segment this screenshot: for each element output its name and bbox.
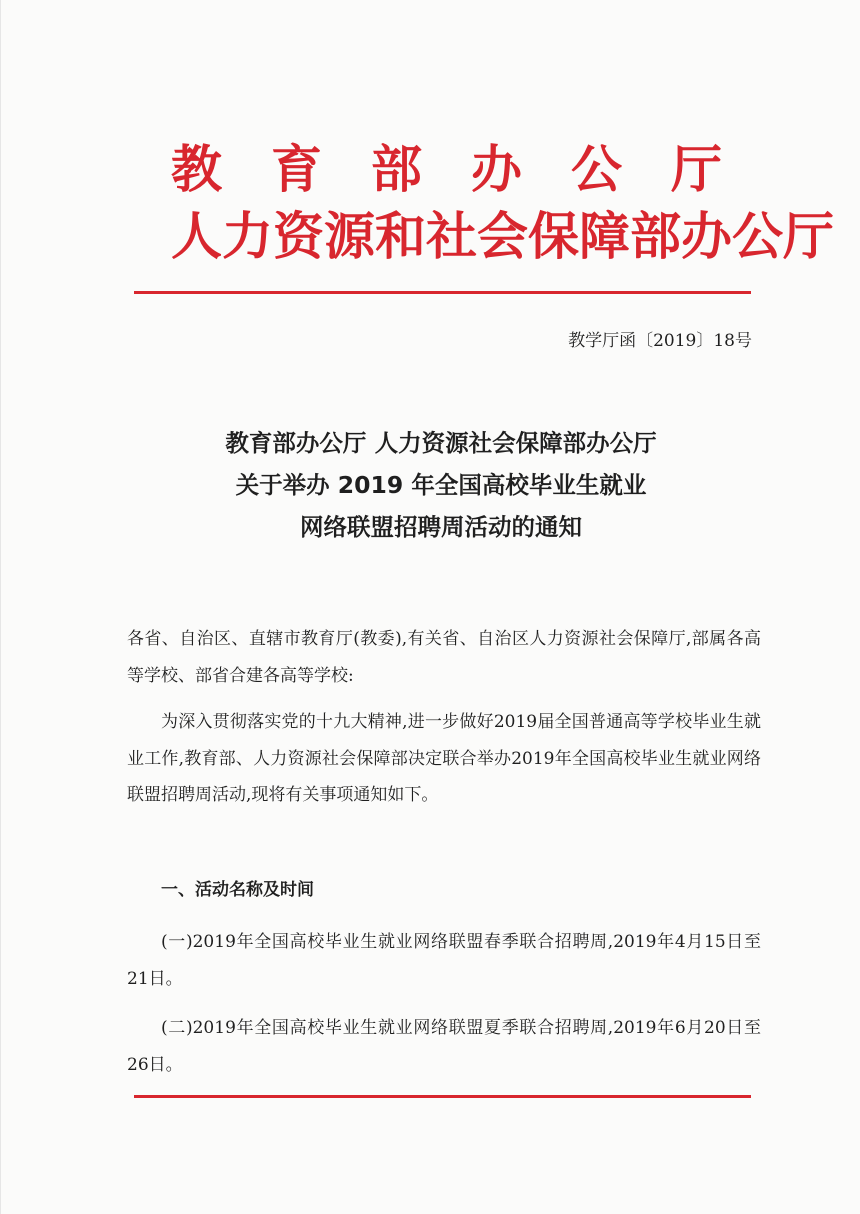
item-2-text: (二)2019年全国高校毕业生就业网络联盟夏季联合招聘周,2019年6月20日至26日。 <box>127 1018 761 1075</box>
document-title <box>121 422 761 548</box>
header-red-rule <box>134 291 751 294</box>
addressee <box>127 621 761 694</box>
item-1-text: (一)2019年全国高校毕业生就业网络联盟春季联合招聘周,2019年4月15日至21日。 <box>127 932 761 989</box>
paragraph-1-text: 为深入贯彻落实党的十九大精神,进一步做好2019届全国普通高等学校毕业生就业工作,教育部、人力资源社会保障部决定联合举办2019年全国高校毕业生就业网络联盟招聘周活动,现将有关事项通知如下。 <box>127 712 761 805</box>
title-line-2: 关于举办 2019 年全国高校毕业生就业 <box>235 471 647 499</box>
issuer-line-2: 人力资源和社会保障部办公厅 <box>171 208 835 267</box>
section-1-heading: 一、活动名称及时间 <box>161 880 314 900</box>
item-1 <box>127 924 761 997</box>
paragraph-1 <box>127 704 761 814</box>
document-number: 教学厅函〔2019〕18号 <box>568 331 752 351</box>
issuer-line-1: 教育部办公厅 <box>171 141 772 200</box>
item-2 <box>127 1010 761 1083</box>
title-line-3: 网络联盟招聘周活动的通知 <box>300 513 582 541</box>
footer-red-rule <box>134 1095 751 1098</box>
title-line-1: 教育部办公厅 人力资源社会保障部办公厅 <box>225 429 657 457</box>
addressee-text: 各省、自治区、直辖市教育厅(教委),有关省、自治区人力资源社会保障厅,部属各高等学校、部省合建各高等学校: <box>127 629 761 686</box>
